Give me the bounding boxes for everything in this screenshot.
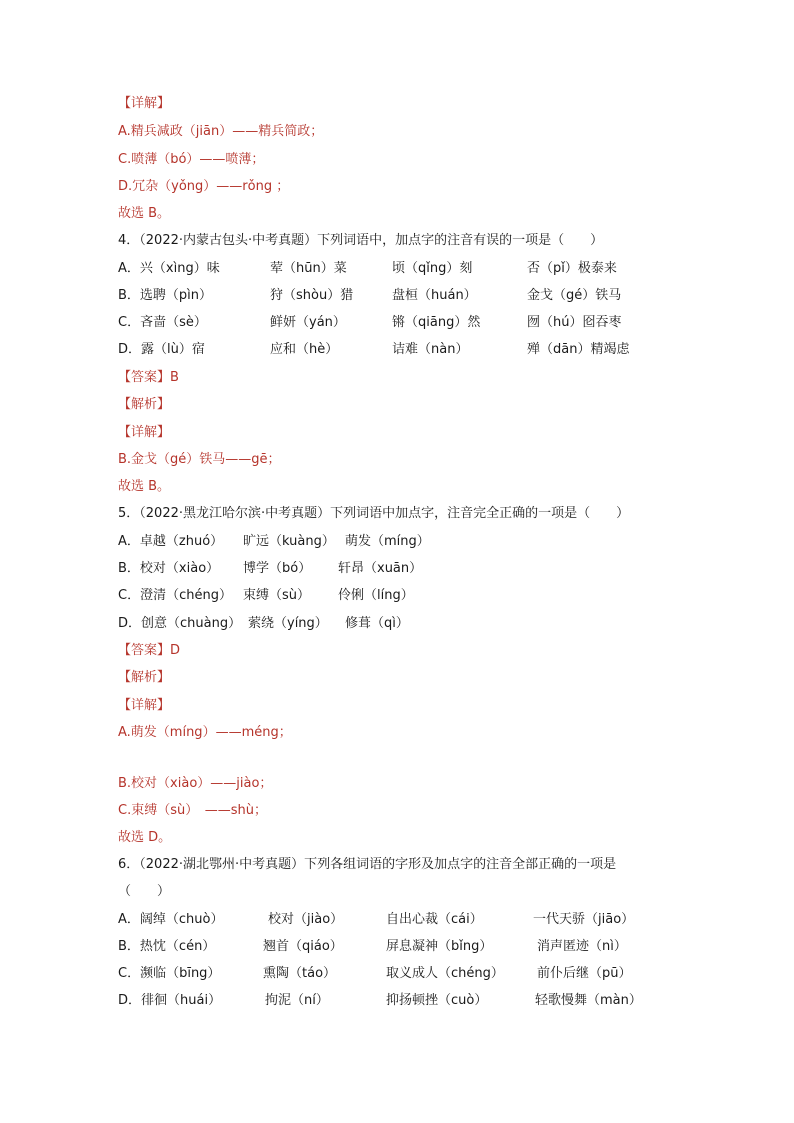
q6-option-c-3: 取义成人（chéng） — [386, 966, 504, 981]
q3-conclusion: 故选 B。 — [118, 206, 171, 221]
q5-detail-b: B.校对（xiào）——jiào； — [118, 776, 273, 791]
q4-answer: 【答案】B — [118, 370, 179, 385]
q4-option-d-4: 殚（dān）精竭虑 — [527, 342, 630, 357]
q4-option-c-2: 鲜妍（yán） — [270, 315, 346, 330]
q5-analysis-heading: 【解析】 — [118, 670, 171, 685]
q4-option-b-4: 金戈（gé）铁马 — [527, 288, 622, 303]
q4-option-d-2: 应和（hè） — [270, 342, 339, 357]
q4-option-a-4: 否（pǐ）极泰来 — [527, 261, 617, 276]
q4-option-a-3: 顷（qǐng）刻 — [392, 261, 473, 276]
q3-detail-a: A.精兵减政（jiān）——精兵简政； — [118, 124, 324, 139]
q4-option-b-1: B．选聘（pìn） — [118, 288, 213, 303]
q4-stem: 4．（2022·内蒙古包头·中考真题）下列词语中，加点字的注音有误的一项是（ ） — [118, 233, 604, 248]
q6-option-b-2: 翘首（qiáo） — [263, 939, 343, 954]
q3-detail-c: C.喷薄（bó）——喷薄； — [118, 152, 265, 167]
q6-option-a-4: 一代天骄（jiāo） — [533, 912, 635, 927]
q6-option-d-3: 抑扬顿挫（cuò） — [386, 993, 488, 1008]
q5-option-a-3: 萌发（míng） — [345, 534, 430, 549]
q5-option-b-2: 博学（bó） — [243, 561, 312, 576]
q3-detail-d: D.冗杂（yǒng）——rǒng ； — [118, 179, 290, 194]
q5-stem: 5．（2022·黑龙江哈尔滨·中考真题）下列词语中加点字，注音完全正确的一项是（ ） — [118, 506, 630, 521]
q4-option-c-1: C．吝啬（sè） — [118, 315, 207, 330]
q5-detail-a: A.萌发（míng）——méng； — [118, 725, 292, 740]
q4-option-a-1: A．兴（xìng）味 — [118, 261, 220, 276]
q4-option-c-3: 锵（qiāng）然 — [392, 315, 481, 330]
q5-detail-heading: 【详解】 — [118, 698, 171, 713]
q3-detail-heading: 【详解】 — [118, 96, 171, 111]
q5-option-c-3: 伶俐（líng） — [338, 588, 414, 603]
q5-answer: 【答案】D — [118, 643, 181, 658]
q6-option-c-2: 熏陶（táo） — [263, 966, 337, 981]
q6-option-b-3: 屏息凝神（bǐng） — [386, 939, 493, 954]
q5-detail-c: C.束缚（sù） ——shù； — [118, 803, 267, 818]
q6-option-d-1: D．徘徊（huái） — [118, 993, 222, 1008]
q4-detail-b: B.金戈（gé）铁马——gē； — [118, 452, 281, 467]
q5-option-c-2: 束缚（sù） — [243, 588, 311, 603]
q5-option-c-1: C．澄清（chéng） — [118, 588, 232, 603]
q6-option-b-1: B．热忱（cén） — [118, 939, 216, 954]
q6-option-d-2: 拘泥（ní） — [265, 993, 329, 1008]
q6-option-c-1: C．濒临（bīng） — [118, 966, 221, 981]
q6-option-c-4: 前仆后继（pū） — [537, 966, 632, 981]
q5-option-b-3: 轩昂（xuān） — [338, 561, 423, 576]
q6-option-b-4: 消声匿迹（nì） — [537, 939, 627, 954]
q5-option-d-1: D．创意（chuàng） — [118, 616, 242, 631]
q5-conclusion: 故选 D。 — [118, 830, 172, 845]
q4-analysis-heading: 【解析】 — [118, 397, 171, 412]
q4-conclusion: 故选 B。 — [118, 479, 171, 494]
q6-stem-brackets: （ ） — [118, 884, 171, 899]
q4-option-b-2: 狩（shòu）猎 — [270, 288, 354, 303]
q6-option-a-3: 自出心裁（cái） — [386, 912, 483, 927]
q4-detail-heading: 【详解】 — [118, 425, 171, 440]
q6-option-d-4: 轻歌慢舞（màn） — [535, 993, 642, 1008]
q6-option-a-2: 校对（jiào） — [268, 912, 344, 927]
q6-stem: 6．（2022·湖北鄂州·中考真题）下列各组词语的字形及加点字的注音全部正确的一项是 — [118, 857, 617, 872]
q5-option-d-2: 萦绕（yíng） — [248, 616, 328, 631]
q5-option-a-1: A．卓越（zhuó） — [118, 534, 224, 549]
q4-option-a-2: 荤（hūn）菜 — [270, 261, 347, 276]
q4-option-c-4: 囫（hú）囵吞枣 — [527, 315, 622, 330]
q4-option-b-3: 盘桓（huán） — [392, 288, 477, 303]
q4-option-d-1: D．露（lù）宿 — [118, 342, 205, 357]
q5-option-d-3: 修葺（qì） — [345, 616, 409, 631]
q6-option-a-1: A．阔绰（chuò） — [118, 912, 224, 927]
q4-option-d-3: 诘难（nàn） — [392, 342, 469, 357]
q5-option-a-2: 旷远（kuàng） — [243, 534, 335, 549]
q5-option-b-1: B．校对（xiào） — [118, 561, 220, 576]
